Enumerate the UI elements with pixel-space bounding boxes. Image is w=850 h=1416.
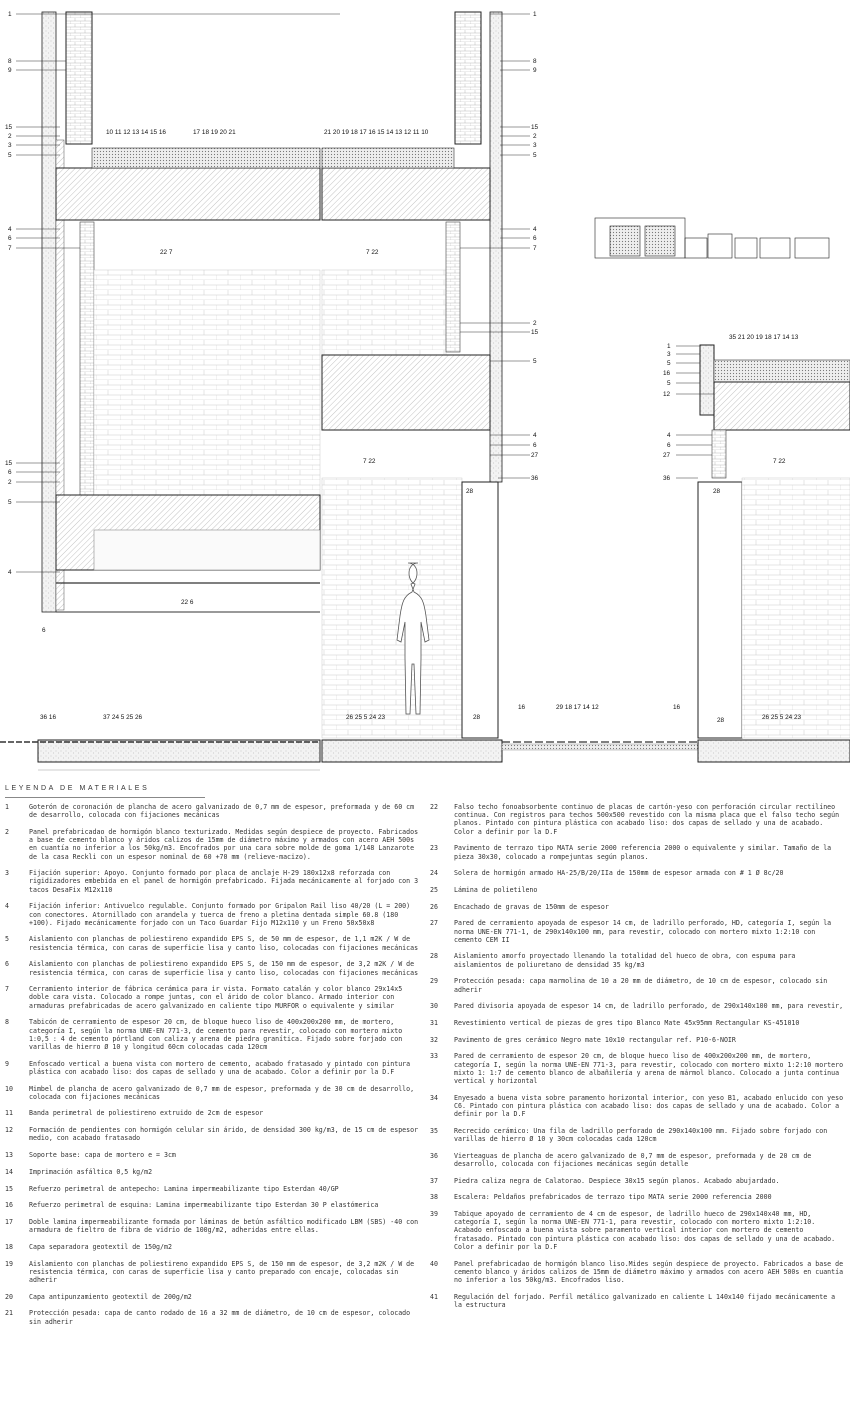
- callout: 5: [8, 499, 12, 506]
- legend-entry-number: 35: [430, 1126, 438, 1135]
- legend-entry-text: Formación de pendientes con hormigón celular sin árido, de densidad 300 kg/m3, de 15 cm de espesor medio, con acabado fratasado: [29, 1126, 419, 1143]
- callout: 4: [533, 226, 537, 233]
- callout: 15: [5, 124, 13, 131]
- legend-entry-text: Recrecido cerámico: Una fila de ladrillo perforado de 290x140x100 mm. Fijado sobre forjado con varillas de hierro Ø 10 y 30cm colocadas cada 120cm: [454, 1126, 828, 1143]
- callout: 2: [8, 133, 12, 140]
- legend-entry-number: 29: [430, 977, 438, 986]
- right-section: [698, 345, 850, 762]
- legend-column-right: [430, 803, 844, 1318]
- callout: 5: [533, 358, 537, 365]
- legend-entry-text: Aislamiento con planchas de poliestireno expandido EPS S, de 150 mm de espesor, de 3,2 m2K / W de resistencia térmica, con caras de superficie lisa y canto liso, colocadas con fijaciones mecánicas: [29, 960, 419, 977]
- callout: 16: [663, 370, 671, 377]
- callout: 3: [8, 142, 12, 149]
- legend-entry: [5, 1201, 419, 1209]
- legend-entry: [430, 1260, 844, 1285]
- legend-entry-number: 36: [430, 1151, 438, 1160]
- callout: 6: [42, 627, 46, 634]
- callout: 5: [533, 152, 537, 159]
- legend-entry-number: 1: [5, 803, 9, 811]
- legend-entry-text: Aislamiento amorfo proyectado llenando la totalidad del hueco de obra, con espuma para aislamientos de poliuretano de densidad 35 kg/m3: [454, 952, 796, 969]
- legend-entry-text: Soporte base: capa de mortero e = 3cm: [29, 1151, 176, 1160]
- legend-entry: [430, 1193, 844, 1201]
- legend-entry: [430, 803, 844, 836]
- roof-layers-mid: [322, 148, 454, 168]
- courtyard-floor: [502, 744, 698, 750]
- legend-entry-number: 34: [430, 1093, 438, 1102]
- legend-entry-text: Goterón de coronación de plancha de acero galvanizado de 0,7 mm de espesor, preformada y de 60 cm de desarrollo, colocada con fijaciones mecánicas: [29, 803, 415, 820]
- parapet-right: [700, 345, 714, 415]
- ceramic-facade-right: [742, 478, 850, 738]
- legend-entry-number: 8: [5, 1018, 9, 1027]
- legend-entry-text: Enyesado a buena vista sobre paramento horizontal interior, con yeso B1, acabado enlucido con yeso C6. Pintado con pintura plástica con acabado liso: dos capas de sellado y una de acabado. Color a definir por la D.F: [454, 1093, 844, 1119]
- callout: 28: [713, 488, 721, 495]
- inner-brick-wall-right: [712, 430, 726, 478]
- lower-layers-left: [94, 530, 320, 570]
- inner-brick-wall-left: [80, 222, 94, 522]
- legend-entry-number: 26: [430, 902, 438, 911]
- callout: 4: [8, 569, 12, 576]
- legend-entry-text: Aislamiento con planchas de poliestireno expandido EPS S, de 50 mm de espesor, de 1,1 m2K / W de resistencia térmica, con caras de superficie lisa y canto liso, colocadas con fijaciones mecánicas: [29, 935, 419, 952]
- callout: 35 21 20 19 18 17 14 13: [729, 334, 799, 341]
- legend-entry: [430, 1002, 844, 1010]
- legend-entry: [430, 1210, 844, 1251]
- legend-entry-number: 28: [430, 952, 438, 961]
- callout: 7 22: [773, 458, 786, 465]
- legend-entry: [430, 1052, 844, 1085]
- legend-entry-text: Panel prefabricadao de hormigón blanco liso.Mides según despiece de proyecto. Fabricados a base de cemento blanco y áridos calizos de 15mm de diámetro máximo y armados con acero AEH 500s en cuantía no inferior a los 50kg/m3. Encofrados liso.: [454, 1259, 844, 1284]
- legend-entry-number: 19: [5, 1259, 13, 1268]
- callout: 28: [466, 488, 474, 495]
- legend-entry: [430, 869, 844, 877]
- legend-entry-text: Revestimiento vertical de piezas de gres tipo Blanco Mate 45x95mm Rectangular KS-451010: [454, 1018, 800, 1027]
- legend-entry: [5, 1218, 419, 1234]
- legend-entry-text: Banda perimetral de poliestireno extruido de 2cm de espesor: [29, 1109, 264, 1118]
- callout: 26 25 5 24 23: [346, 714, 386, 721]
- legend-entry-text: Capa separadora geotextil de 150g/m2: [29, 1242, 172, 1251]
- precast-panel-left: [42, 12, 56, 612]
- legend-entry-text: Encachado de gravas de 150mm de espesor: [454, 902, 609, 911]
- legend-entry: [430, 886, 844, 894]
- legend-entry-text: Panel prefabricadao de hormigón blanco texturizado. Medidas según despiece de proyecto. Fabricados a base de cemento blanco y áridos calizos de 15mm de diámetro máximo y armados con acero AEH 500s en cuantía no inferior a los 50kg/m3. Encofrados por una cara sobre molde de goma 1/148 Lanzarote de la casa Reckli con un espesor nominal de 60 +70 mm (relieve-macizo).: [29, 827, 419, 861]
- legend-entry: [5, 1260, 419, 1285]
- callout: 9: [533, 67, 537, 74]
- callout: 2: [533, 133, 537, 140]
- legend-entry-number: 13: [5, 1151, 13, 1160]
- legend-entry: [5, 985, 419, 1010]
- callout: 16: [673, 704, 681, 711]
- legend-entry: [430, 1177, 844, 1185]
- callout: 37 24 5 25 26: [103, 714, 143, 721]
- legend-entry-number: 17: [5, 1217, 13, 1226]
- legend-entry-text: Refuerzo perimetral de antepecho: Lamina impermeabilizante tipo Esterdan 40/GP: [29, 1184, 339, 1193]
- legend-entry-number: 18: [5, 1242, 13, 1251]
- legend-entry-number: 25: [430, 885, 438, 894]
- inner-brick-wall-mid: [446, 222, 460, 352]
- legend-entry: [430, 1293, 844, 1309]
- legend-title-rule: [5, 797, 205, 798]
- legend-entry: [430, 952, 844, 968]
- legend-entry-text: Tabicón de cerramiento de espesor 20 cm, de bloque hueco liso de 400x200x200 mm, de mortero, categoría I, según la norma UNE-EN 771-3, de cemento para revestir, colocado con mortero mixto 1:0,5 : 4 de cemento pórtland con caliza y arena de piedra granítica. Fijado sobre forjado con varillas de hierro Ø 10 y longitud 60cm colocadas cada 120cm: [29, 1018, 403, 1051]
- callout: 7: [533, 245, 537, 252]
- middle-section: [322, 12, 698, 762]
- legend-entry: [430, 1127, 844, 1143]
- callout: 10 11 12 13 14 15 16: [106, 129, 166, 136]
- legend-entry: [5, 828, 419, 861]
- legend-entry-text: Pavimento de gres cerámico Negro mate 10x10 rectangular ref. P10-6-NOIR: [454, 1035, 736, 1044]
- legend-entry: [5, 803, 419, 819]
- callout: 5: [667, 360, 671, 367]
- mid-slab: [322, 355, 490, 430]
- legend-entry-number: 2: [5, 827, 9, 836]
- legend-entry-number: 20: [5, 1292, 13, 1301]
- legend-entry-number: 41: [430, 1292, 438, 1301]
- callout: 15: [531, 124, 539, 131]
- callout: 36: [531, 475, 539, 482]
- callout: 2: [533, 320, 537, 327]
- legend-entry-number: 21: [5, 1309, 13, 1318]
- callout: 27: [531, 452, 539, 459]
- ceramic-facade-left: [94, 270, 320, 530]
- legend-entry-number: 27: [430, 919, 438, 928]
- legend-entry-number: 5: [5, 935, 9, 944]
- key-plan: [595, 218, 829, 258]
- callout: 28: [473, 714, 481, 721]
- roof-slab-mid: [322, 168, 490, 220]
- legend-entry-text: Protección pesada: capa marmolina de 10 a 20 mm de diámetro, de 10 cm de espesor, colocado sin adherir: [454, 977, 828, 994]
- legend-entry-number: 22: [430, 803, 438, 811]
- legend-entry: [5, 1185, 419, 1193]
- legend-entry-text: Doble lamina impermeabilizante formada por láminas de betún asfáltico modificado LBM (SBS) -40 con armadura de fieltro de fibra de vidrio de 100g/m2, adheridas entre ellas.: [29, 1217, 419, 1235]
- roof-layers-left: [92, 148, 320, 168]
- legend-entry-number: 10: [5, 1084, 13, 1093]
- callout: 2: [8, 479, 12, 486]
- legend-entry-number: 32: [430, 1035, 438, 1044]
- parapet-block-wall: [66, 12, 92, 144]
- ceramic-facade-mid-lower: [322, 478, 462, 738]
- legend-entry-number: 12: [5, 1126, 13, 1135]
- callout: 5: [8, 152, 12, 159]
- ground-slab-right: [698, 740, 850, 762]
- legend-entry-text: Vierteaguas de plancha de acero galvanizado de 0,7 mm de espesor, preformada y de 20 cm de desarrollo, colocada con fijaciones mecánicas según detalle: [454, 1151, 812, 1168]
- callout: 26 25 5 24 23: [762, 714, 802, 721]
- legend-entry-number: 15: [5, 1184, 13, 1193]
- legend-entry: [5, 1085, 419, 1101]
- callout: 29 18 17 14 12: [556, 704, 599, 711]
- legend-entry-text: Lámina de polietileno: [454, 885, 538, 894]
- legend-entry: [5, 1018, 419, 1051]
- legend-entry: [5, 1168, 419, 1176]
- callout: 4: [667, 432, 671, 439]
- callout: 15: [531, 329, 539, 336]
- legend-entry-text: Fijación inferior: Antivuelco regulable. Conjunto formado por Gripalon Rail liso 40/20 (L = 200) con conectores. Atornillado con arandela y tuerca de freno a pletina dentada simple 60.8 (180 +100). Fijado mecánicamente forjado con un Taco Guardar Fijo M12x110 y un Freno 50x50x8: [29, 902, 411, 927]
- callout: 1: [8, 11, 12, 18]
- callout: 7: [8, 245, 12, 252]
- callout: 6: [8, 469, 12, 476]
- roof-slab-right: [714, 382, 850, 430]
- legend-entry-text: Pared de cerramiento apoyada de espesor 14 cm, de ladrillo perforado, HD, categoría I, según la norma UNE-EN 771-1, de 290x140x100 mm, para revestir, colocado con mortero mixto 1:2:10 con cemento CEM II: [454, 919, 832, 944]
- callout: 9: [8, 67, 12, 74]
- legend-entry: [430, 844, 844, 860]
- legend-entry: [5, 1243, 419, 1251]
- legend-entry: [5, 902, 419, 927]
- callout: 5: [667, 380, 671, 387]
- callout: 1: [667, 343, 671, 350]
- callout: 36 16: [40, 714, 56, 721]
- legend-entry-text: Pared divisoria apoyada de espesor 14 cm, de ladrillo perforado, de 290x140x100 mm, para revestir,: [454, 1002, 844, 1011]
- legend-entry: [5, 1060, 419, 1076]
- legend-entry: [430, 1094, 844, 1119]
- legend-entry-text: Tabique apoyado de cerramiento de 4 cm de espesor, de ladrillo hueco de 290x140x40 mm, HD, categoría I, según la norma UNE-EN 771-1, para revestir, colocado con mortero mixto 1:2:10. Acabado enfoscado a buena vista sobre paramento vertical interior con mortero de cemento fratasado. Pintado con pintura plástica con acabado liso: dos capas de sellado y una de acabado. Color a definir por la D.F: [454, 1210, 836, 1251]
- ground-slab-mid: [322, 740, 502, 762]
- legend-entry-text: Falso techo fonoabsorbente continuo de placas de cartón-yeso con perforación circular rectilíneo continua. Con registros para techos 500x500 revestido con la misma placa que el falso techo según planos. Pintado con pintura plástica con acabado liso: dos capas de sellado y una de acabado. Color a definir por la D.F: [454, 803, 840, 836]
- glazing-mid: [462, 482, 498, 738]
- legend-entry-text: Enfoscado vertical a buena vista con mortero de cemento, acabado fratasado y pintado con pintura plástica con acabado liso: dos capas de sellado y una de acabado. Color a definir por la D.F: [29, 1059, 411, 1076]
- legend-entry-text: Pavimento de terrazo tipo MATA serie 2000 referencia 2000 o equivalente y similar. Tamaño de la pieza 30x30, colocado a rompejuntas según planos.: [454, 844, 832, 861]
- callout: 28: [717, 717, 725, 724]
- legend-entry-number: 11: [5, 1109, 13, 1118]
- legend-entry-number: 37: [430, 1176, 438, 1185]
- legend-entry-number: 33: [430, 1052, 438, 1061]
- legend-entry: [430, 977, 844, 993]
- legend-entry: [430, 1019, 844, 1027]
- callout: 22 7: [160, 249, 173, 256]
- callout: 4: [8, 226, 12, 233]
- roof-slab-left: [56, 168, 320, 220]
- callout: 6: [533, 442, 537, 449]
- legend-entry-number: 3: [5, 869, 9, 878]
- legend-entry-text: Aislamiento con planchas de poliestireno expandido EPS S, de 150 mm de espesor, de 3,2 m2K / W de resistencia térmica, con caras de superficie lisa y canto preparado con encaje, colocadas sin adherir: [29, 1259, 415, 1284]
- legend-entry-number: 31: [430, 1018, 438, 1027]
- legend-entry: [5, 1309, 419, 1325]
- callout: 6: [667, 442, 671, 449]
- callout: 17 18 19 20 21: [193, 129, 236, 136]
- callout: 3: [667, 351, 671, 358]
- legend-entry-number: 30: [430, 1002, 438, 1011]
- legend-entry-number: 23: [430, 844, 438, 853]
- precast-panel-mid: [490, 12, 502, 482]
- callout: 8: [8, 58, 12, 65]
- legend-entry: [5, 869, 419, 894]
- legend-entry-number: 39: [430, 1210, 438, 1218]
- legend-entry-text: Refuerzo perimetral de esquina: Lamina impermeabilizante tipo Esterdan 30 P elastómerica: [29, 1201, 379, 1210]
- legend-entry: [5, 1151, 419, 1159]
- legend-entry-text: Capa antipunzamiento geotextil de 200g/m2: [29, 1292, 192, 1301]
- legend-entry-text: Regulación del forjado. Perfil metálico galvanizado en caliente L 140x140 fijado mecánicamente a la estructura: [454, 1292, 836, 1309]
- legend-entry-text: Cerramiento interior de fábrica cerámica para ir vista. Formato catalán y color blanco 29x14x5 doble cara vista. Colocado a rompe juntas, con el árido de color blanco. Armado interior con armaduras prefabricadas de acero galvanizado en caliente tipo MURFOR o equivalente y similar: [29, 985, 403, 1010]
- legend-entry-number: 38: [430, 1193, 438, 1202]
- legend-entry-number: 4: [5, 902, 9, 911]
- callout: 1: [533, 11, 537, 18]
- ground-slab-left: [38, 740, 320, 762]
- callout: 6: [533, 235, 537, 242]
- callout: 15: [5, 460, 13, 467]
- legend-entry: [5, 960, 419, 976]
- legend-entry: [5, 1109, 419, 1117]
- callout: 4: [533, 432, 537, 439]
- legend-entry-text: Pared de cerramiento de espesor 20 cm, de bloque hueco liso de 400x200x200 mm, de mortero, categoría I, según la norma UNE-EN 771-3, para revestir, colocado con mortero mixto 1:2:10 mortero mixto 1: 1:7 de cemento blanco de albañilería y arena de mármol blanco. Colocado a junta contínua vertical y horizontal: [454, 1052, 844, 1085]
- callout: 21 20 19 18 17 16 15 14 13 12 11 10: [324, 129, 429, 136]
- legend-entry: [5, 935, 419, 951]
- legend-entry-text: Protección pesada: capa de canto rodado de 16 a 32 mm de diámetro, de 10 cm de espesor, colocado sin adherir: [29, 1309, 411, 1326]
- legend-entry: [430, 1036, 844, 1044]
- legend-entry-text: Escalera: Peldaños prefabricados de terrazo tipo MATA serie 2000 referencia 2000: [454, 1193, 772, 1202]
- callout: 36: [663, 475, 671, 482]
- callout: 22 6: [181, 599, 194, 606]
- legend-entry-text: Fijación superior: Apoyo. Conjunto formado por placa de anclaje H-29 180x12x8 reforzada con rigidizadores embebida en el panel de hormigón prefabricado. Fijada mecánicamente al forjado con 3 tacos DesaFix M12x110: [29, 869, 419, 894]
- callout: 3: [533, 142, 537, 149]
- legend-entry-number: 40: [430, 1259, 438, 1268]
- legend-entry: [5, 1126, 419, 1142]
- legend-entry-number: 9: [5, 1059, 9, 1068]
- legend-entry-number: 7: [5, 985, 9, 994]
- callout: 16: [518, 704, 526, 711]
- legend-entry: [430, 1152, 844, 1168]
- legend-entry-number: 24: [430, 869, 438, 878]
- legend-entry-number: 6: [5, 960, 9, 969]
- roof-layers-right: [714, 360, 850, 382]
- legend-entry: [5, 1293, 419, 1301]
- legend-entry: [430, 903, 844, 911]
- legend-column-left: [5, 803, 419, 1334]
- legend-entry-text: Imprimación asfáltica 0,5 kg/m2: [29, 1167, 153, 1176]
- left-section: [0, 12, 320, 770]
- callout: 6: [8, 235, 12, 242]
- parapet-block-wall-mid: [455, 12, 481, 144]
- callout: 12: [663, 391, 671, 398]
- legend-title: LEYENDA DE MATERIALES: [5, 785, 150, 792]
- legend-entry: [430, 919, 844, 944]
- callout: 7 22: [366, 249, 379, 256]
- legend-entry-text: Mimbel de plancha de acero galvanizado de 0,7 mm de espesor, preformada y de 30 cm de desarrollo, colocada con fijaciones mecánicas: [29, 1084, 415, 1101]
- glazing-right: [698, 482, 742, 738]
- legend-entry-text: Solera de hormigón armado HA-25/B/20/IIa de 150mm de espesor armada con # 1 Ø 8c/20: [454, 869, 784, 878]
- legend-entry-number: 16: [5, 1201, 13, 1210]
- callout: 27: [663, 452, 671, 459]
- callout: 7 22: [363, 458, 376, 465]
- callout: 8: [533, 58, 537, 65]
- legend-entry-text: Piedra caliza negra de Calatorao. Despiece 30x15 según planos. Acabado abujardado.: [454, 1176, 780, 1185]
- legend-entry-number: 14: [5, 1167, 13, 1176]
